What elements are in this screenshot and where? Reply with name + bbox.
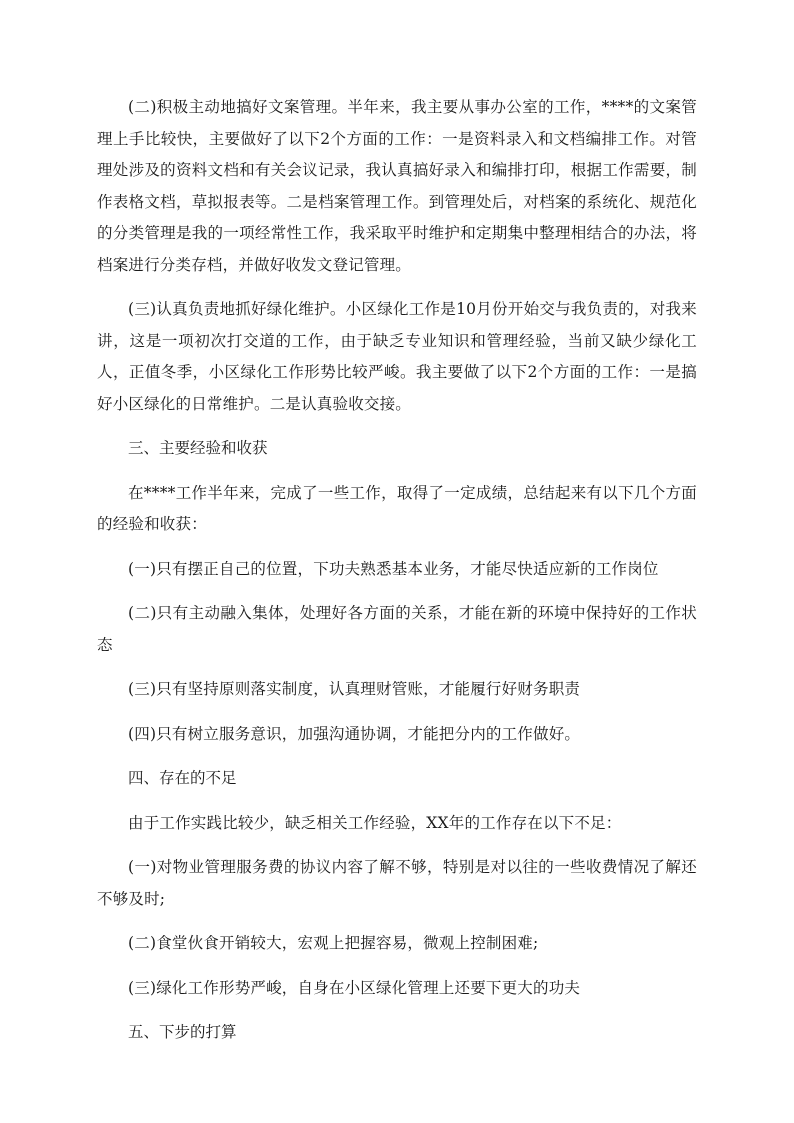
list-item-shortcoming-2: (二)食堂伙食开销较大，宏观上把握容易，微观上控制困难; xyxy=(128,934,539,952)
list-item-shortcoming-3: (三)绿化工作形势严峻，自身在小区绿化管理上还要下更大的功夫 xyxy=(128,978,581,997)
document-body xyxy=(97,92,697,1049)
list-item-experience-3: (三)只有坚持原则落实制度，认真理财管账，才能履行好财务职责 xyxy=(128,680,581,698)
section-heading-next-steps: 五、下步的打算 xyxy=(128,1023,237,1041)
paragraph-shortcomings-intro: 由于工作实践比较少，缺乏相关工作经验，XX年的工作存在以下不足： xyxy=(128,813,622,832)
section-heading-experience: 三、主要经验和收获 xyxy=(128,439,268,457)
paragraph-archive-management: (二)积极主动地搞好文案管理。半年来，我主要从事办公室的工作，****的文案管理上手比较快，主要做好了以下2个方面的工作：一是资料录入和文档编排工作。对管理处涉及的资料文档和有关会议记录，我认真搞好录入和编排打印，根据工作需要，制作表格文档，草拟报表等。二是档案管理工作。到管理处后，对档案的系统化、规范化的分类管理是我的一项经常性工作，我采取平时维护和定期集中整理相结合的办法，将档案进行分类存档，并做好收发文登记管理。 xyxy=(97,98,697,274)
paragraph-experience-intro: 在****工作半年来，完成了一些工作，取得了一定成绩，总结起来有以下几个方面的经验和收获： xyxy=(97,483,697,533)
list-item-experience-2: (二)只有主动融入集体，处理好各方面的关系，才能在新的环境中保持好的工作状态 xyxy=(97,604,697,654)
section-heading-shortcomings: 四、存在的不足 xyxy=(128,769,237,787)
paragraph-greening-maintenance: (三)认真负责地抓好绿化维护。小区绿化工作是10月份开始交与我负责的，对我来讲，这是一项初次打交道的工作，由于缺乏专业知识和管理经验，当前又缺少绿化工人，正值冬季，小区绿化工作形势比较严峻。我主要做了以下2个方面的工作：一是搞好小区绿化的日常维护。二是认真验收交接。 xyxy=(97,300,697,413)
list-item-shortcoming-1: (一)对物业管理服务费的协议内容了解不够，特别是对以往的一些收费情况了解还不够及时; xyxy=(97,858,697,908)
list-item-experience-4: (四)只有树立服务意识，加强沟通协调，才能把分内的工作做好。 xyxy=(128,724,581,743)
list-item-experience-1: (一)只有摆正自己的位置，下功夫熟悉基本业务，才能尽快适应新的工作岗位 xyxy=(128,559,659,578)
